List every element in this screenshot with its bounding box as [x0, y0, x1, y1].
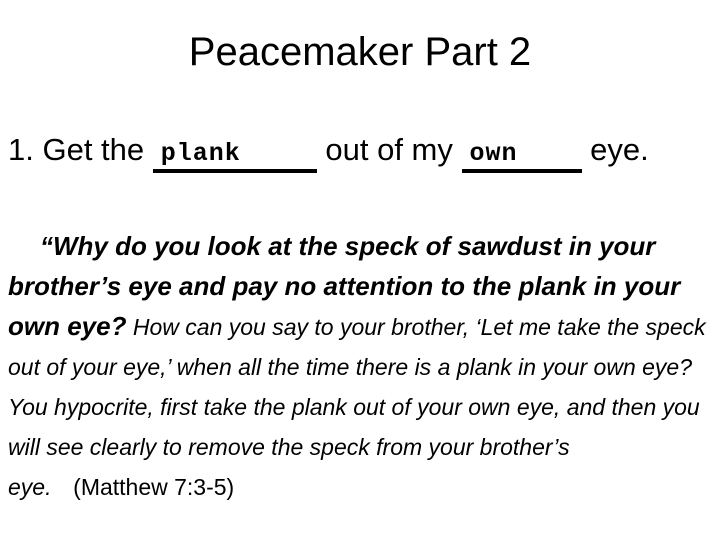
quote-reference: (Matthew 7:3-5): [73, 474, 235, 500]
quote-emphasis: “Why do you look at the speck of sawdust in your brother’s eye and pay no attention to the plank in your own eye?: [8, 231, 681, 341]
point-prefix: 1. Get the: [8, 132, 153, 167]
point-middle: out of my: [316, 132, 462, 167]
fill-in-blank-plank: plank: [153, 139, 317, 173]
slide-title: Peacemaker Part 2: [188, 30, 532, 74]
point-suffix: eye.: [581, 132, 649, 167]
fill-in-blank-own: own: [462, 139, 582, 173]
quote-body: How can you say to your brother, ‘Let me take the speck out of your eye,’ when all the time there is a plank in your own eye? You hypocrite, first take the plank out of your own eye, and then you will see clearly to remove the speck from your brother’s eye.: [8, 314, 706, 500]
point-1: [8, 128, 649, 173]
scripture-quote: [8, 226, 708, 506]
